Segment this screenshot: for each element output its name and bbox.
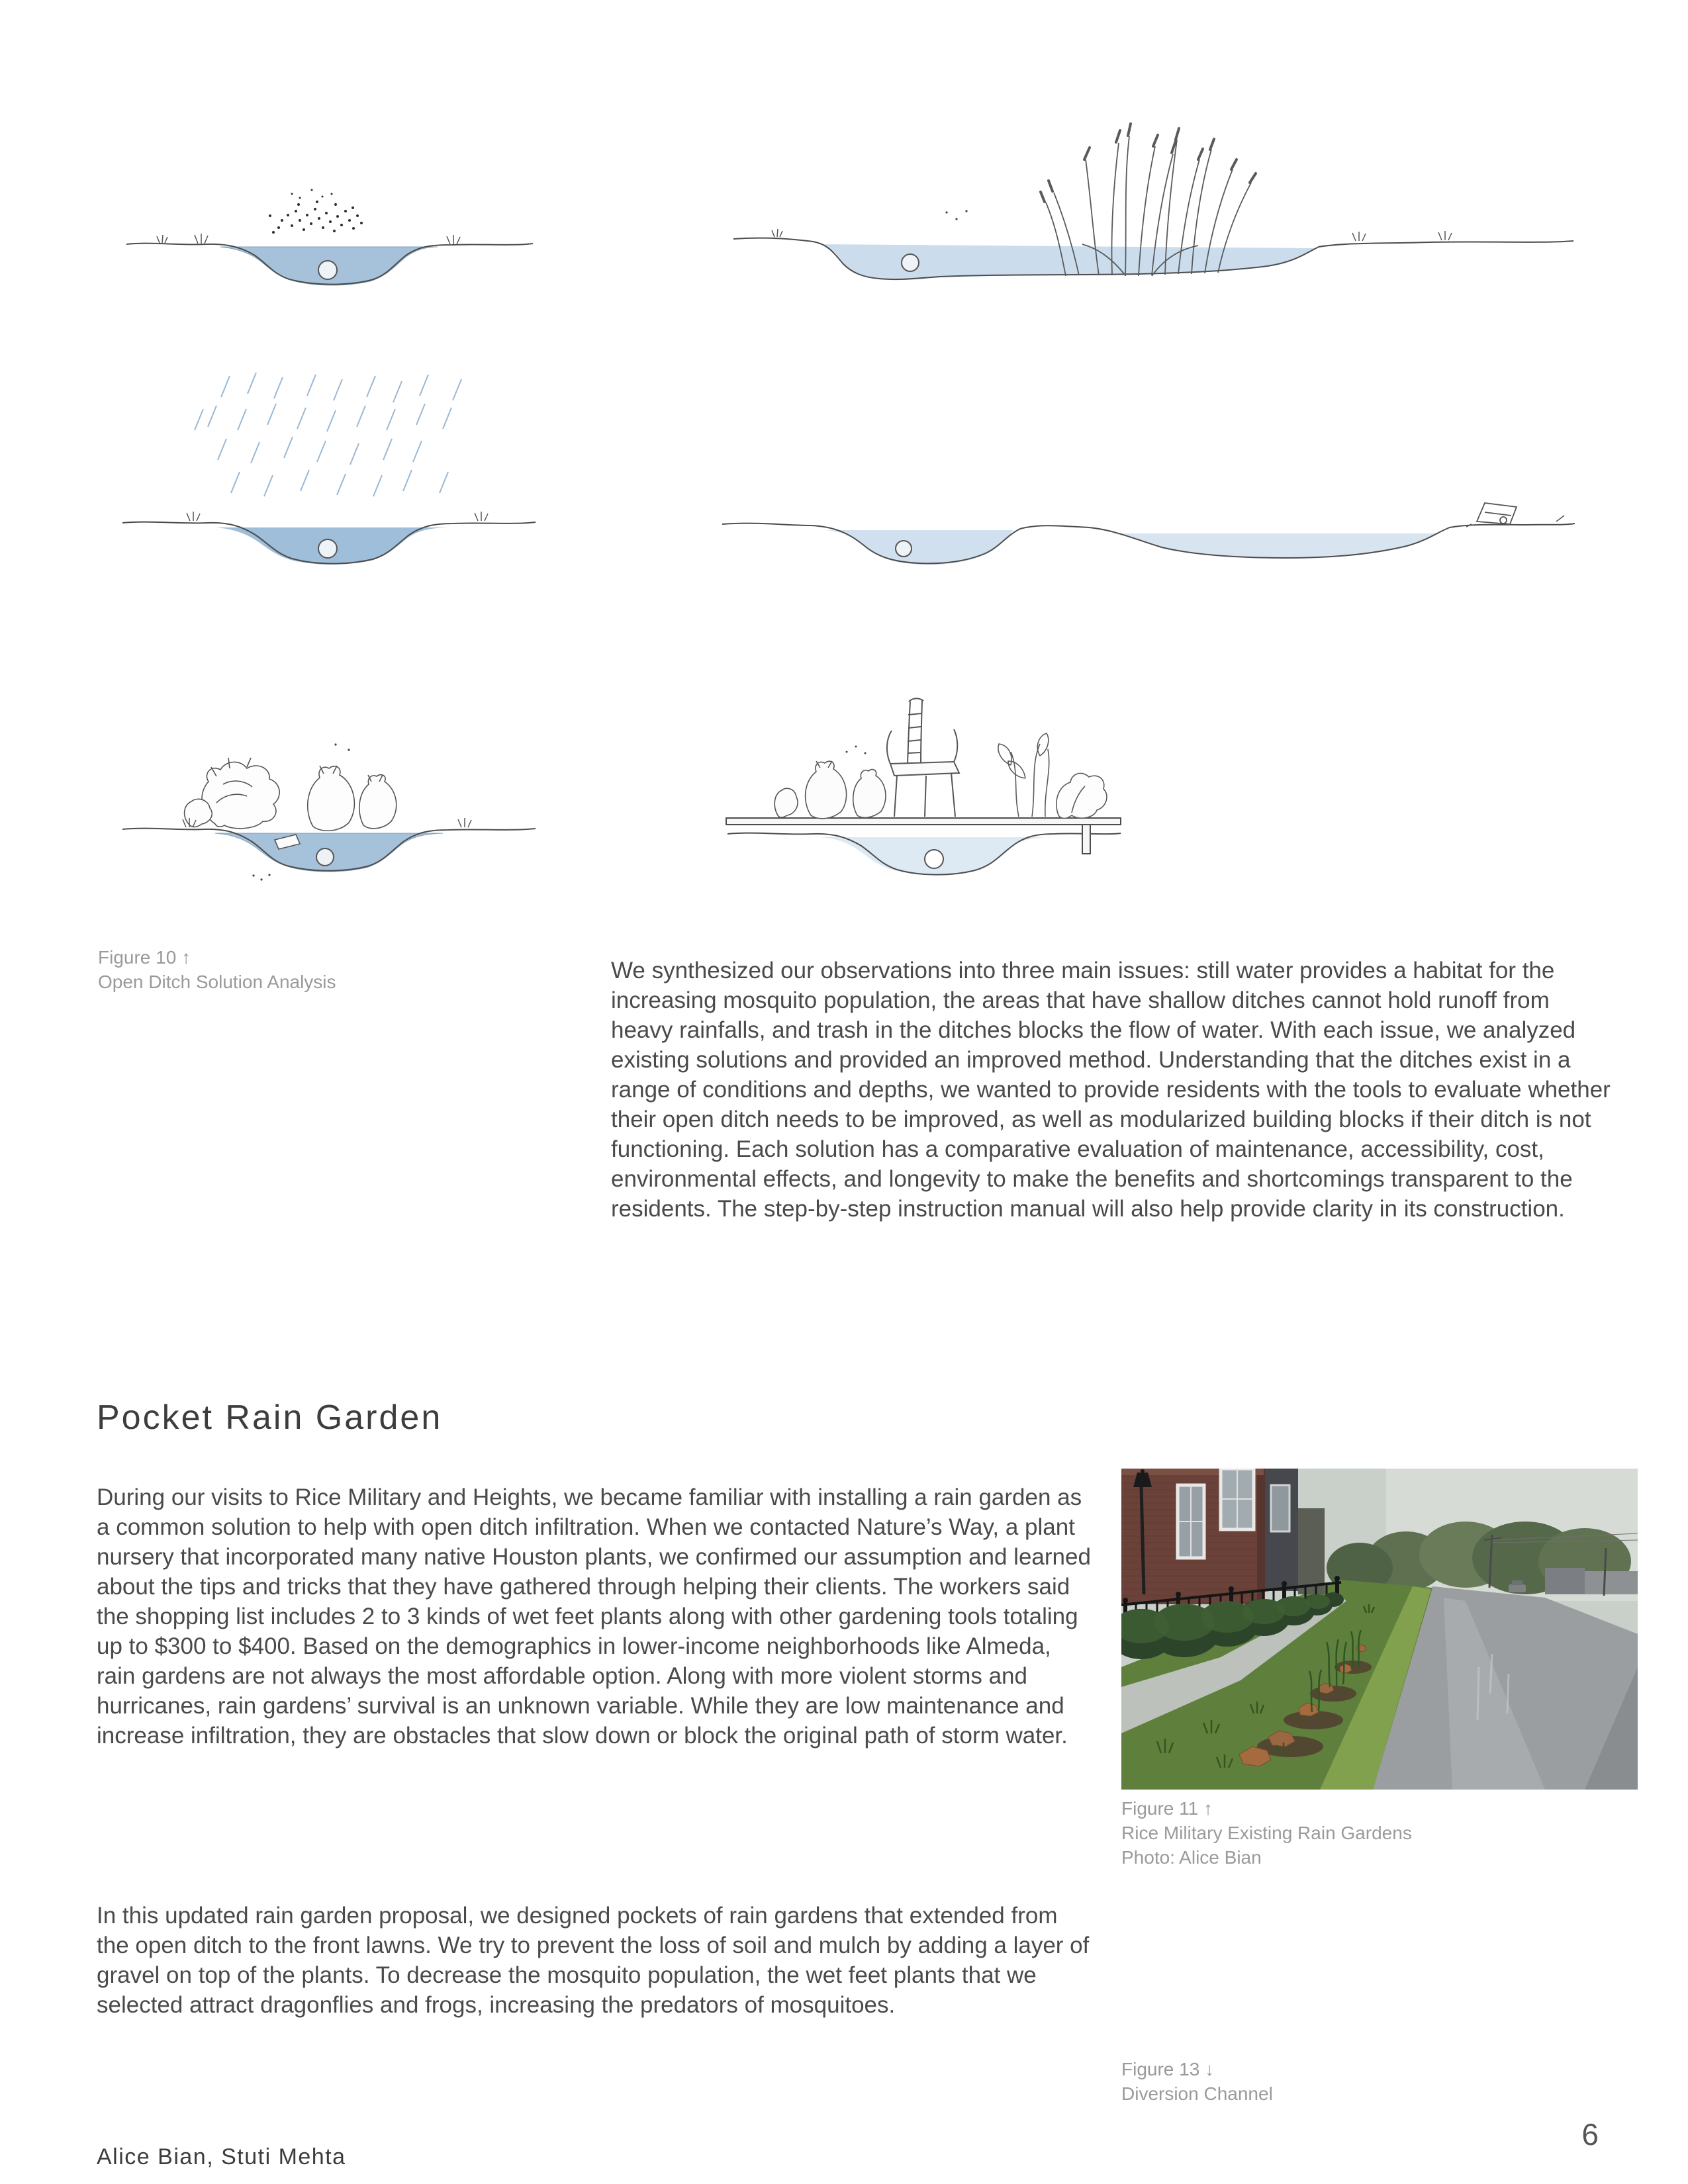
figure11-credit: Photo: Alice Bian xyxy=(1121,1847,1262,1868)
plant-sketch xyxy=(998,733,1107,819)
seed-heads xyxy=(1041,124,1256,202)
grass-tufts xyxy=(157,234,460,244)
platform-slab xyxy=(726,818,1121,825)
synthesis-paragraph: We synthesized our observations into three main issues: still water provides a habitat for the increasing mosquito population, the areas that have shallow ditches cannot hold runoff from heavy rainfalls, and trash in the ditches blocks the flow of water. With each issue, we analyzed existing solutions and provided an improved method. Understanding that the ditches exist in a range of conditions and depths, we wanted to provide residents with the tools to evaluate whether their open ditch needs to be improved, as well as modularized building blocks if their ditch is not functioning. Each solution has a comparative evaluation of maintenance, accessibility, cost, environmental effects, and longevity to make the benefits and shortcomings transparent to the residents. The step-by-step instruction manual will also help provide clarity in its construction. xyxy=(611,958,1611,1222)
grass-tufts xyxy=(187,512,488,521)
figure11-label: Figure 11 ↑ xyxy=(1121,1798,1213,1819)
rain-garden-street-photo xyxy=(1121,1469,1638,1790)
page-number: 6 xyxy=(1581,2117,1599,2152)
figure10-label: Figure 10 ↑ xyxy=(98,947,191,968)
diagram-trash-blocked-ditch xyxy=(117,710,541,899)
diagram-still-water-mosquitoes xyxy=(121,186,538,302)
diagram-vegetated-ditch xyxy=(728,113,1579,296)
rain-garden-paragraph-2: In this updated rain garden proposal, we designed pockets of rain gardens that extended from the open ditch to the front lawns. We try to prevent the loss of soil and mulch by adding a layer of gravel on top of the plants. To decrease the mosquito population, the wet feet plants that we selected attract dragonflies and frogs, increasing the predators of mosquitoes. xyxy=(97,1903,1090,2018)
chair-sketch xyxy=(887,698,959,817)
mosquito-swarm-dots xyxy=(269,189,363,234)
diagram-rainfall-runoff xyxy=(117,369,541,596)
rain-garden-paragraph-1: During our visits to Rice Military and Heights, we became familiar with installing a rain garden as a common solution to help with open ditch infiltration. When we contacted Nature’s Way, a plant nursery that incorporated many native Houston plants, we confirmed our assumption and learned about the tips and tricks that they have gathered through helping their clients. The workers said the shopping list includes 2 to 3 kinds of wet feet plants along with other gardening tools totaling up to $300 to $400. Based on the demographics in lower-income neighborhoods like Almeda, rain gardens are not always the most affordable option. Along with more violent storms and hurricanes, rain gardens’ survival is an unknown variable. While they are low maintenance and increase infiltration, they are obstacles that slow down or block the original path of storm water. xyxy=(97,1484,1091,1749)
figure11-caption-text: Rice Military Existing Rain Gardens xyxy=(1121,1823,1412,1843)
trash-bags xyxy=(774,761,886,819)
diagram-shallow-wide-ditch xyxy=(717,494,1579,590)
speck-dots xyxy=(945,210,967,220)
speck-dots xyxy=(846,746,867,754)
figure10-caption-text: Open Ditch Solution Analysis xyxy=(98,972,336,992)
drain-leg xyxy=(1082,825,1090,854)
figure11-caption xyxy=(1121,1796,1412,1870)
section-title: Pocket Rain Garden xyxy=(97,1398,443,1437)
figure13-label: Figure 13 ↓ xyxy=(1121,2059,1215,2079)
figure13-caption xyxy=(1121,2057,1273,2106)
figure10-caption xyxy=(98,945,336,994)
culvert-sketch xyxy=(1466,503,1517,527)
figure13-caption-text: Diversion Channel xyxy=(1121,2083,1273,2104)
footer-authors: Alice Bian, Stuti Mehta xyxy=(97,2144,346,2169)
diagram-covered-ditch-platform xyxy=(714,659,1133,903)
rain-lines xyxy=(195,373,461,496)
